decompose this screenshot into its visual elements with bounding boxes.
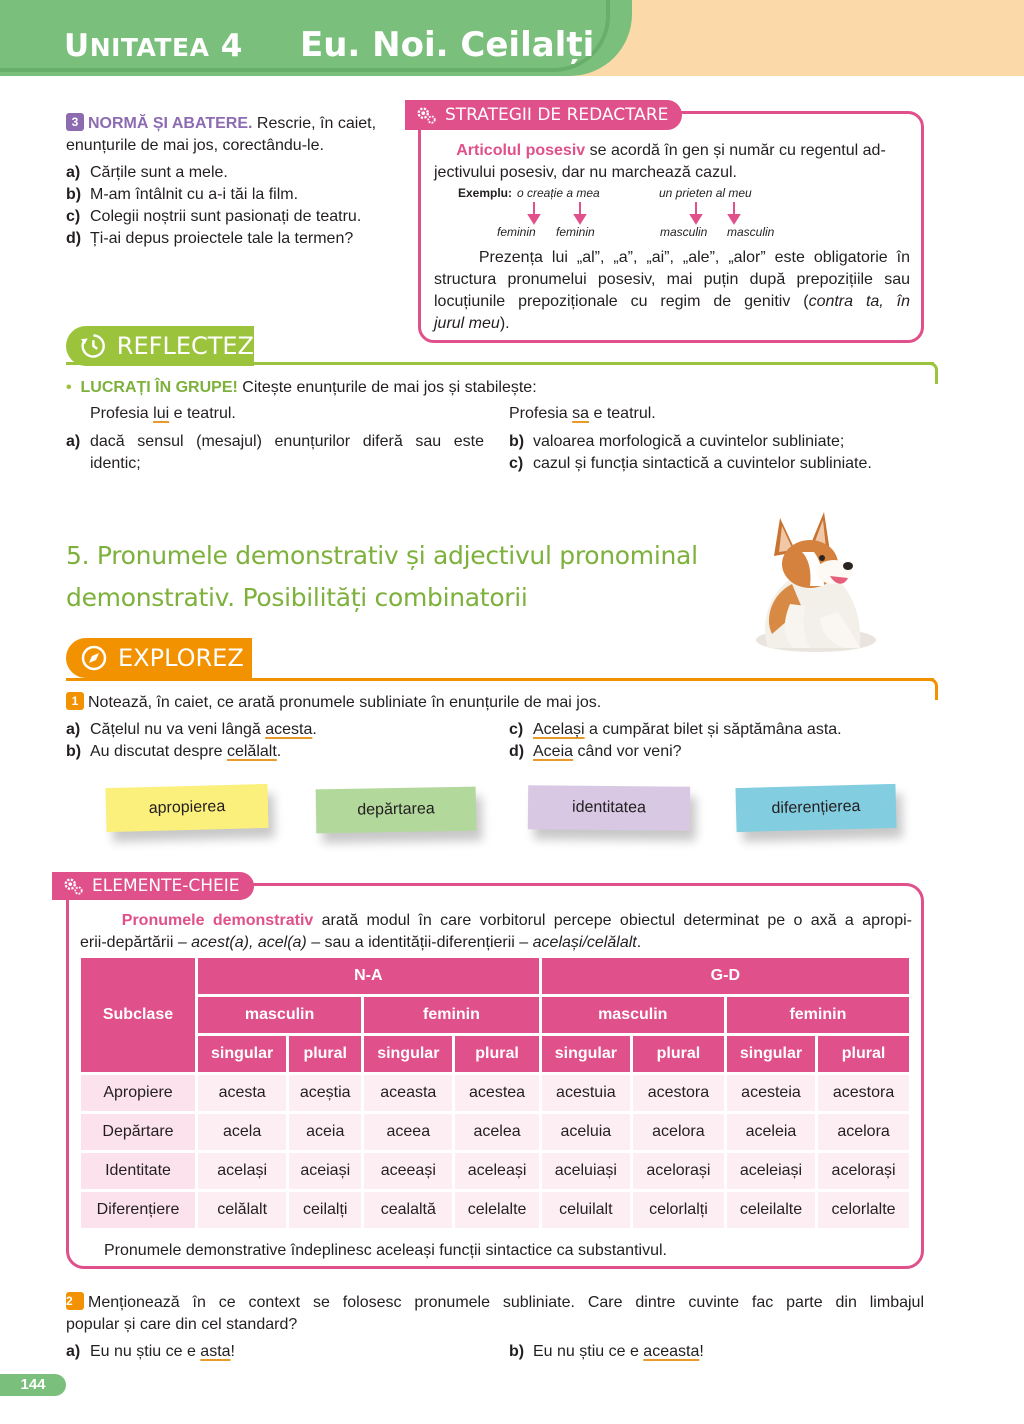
table-header: plural	[455, 1036, 538, 1072]
explore-instruction: 1 Notează, în caiet, ce arată pronumele subliniate în enunțurile de mai jos.	[66, 692, 926, 714]
corgi-dog-image	[750, 508, 880, 654]
demonstrative-table	[78, 955, 912, 1231]
table-header: feminin	[364, 997, 539, 1033]
table-row: Apropiere acesta aceștia aceasta acestea acestuia acestora acesteia acestora	[81, 1075, 909, 1111]
table-header: singular	[542, 1036, 630, 1072]
table-row: Depărtare acela aceia aceea acelea aceluia acelora aceleia acelora	[81, 1114, 909, 1150]
reflect-item-a: a) dacă sensul (mesajul) enunțurilor diferă sau este identic;	[66, 433, 484, 472]
sticky-note-diferentierea: diferențierea	[735, 784, 896, 832]
sticky-note-departarea: depărtarea	[316, 787, 477, 834]
clock-refresh-icon	[80, 332, 107, 360]
sticky-note-apropierea: apropierea	[105, 784, 268, 832]
table-header: singular	[198, 1036, 286, 1072]
gender-label: feminin	[497, 225, 536, 239]
strategy-tab: STRATEGII DE REDACTARE	[405, 100, 682, 130]
page-number: 144	[0, 1374, 66, 1396]
gears-icon	[415, 104, 437, 126]
table-header: plural	[633, 1036, 724, 1072]
example-label: Exemplu:	[458, 186, 513, 200]
explore-items-cd: c) Același a cumpărat bilet și săptămâna asta. d) Aceia când vor veni?	[509, 721, 842, 760]
exercise-2-item-a: a) Eu nu știu ce e asta!	[66, 1343, 235, 1360]
reflect-items-bc: b) valoarea morfologică a cuvintelor subliniate; c) cazul și funcția sintactică a cuvintelor subliniate.	[509, 433, 872, 472]
table-header: N-A	[198, 958, 539, 994]
unit-title: Eu. Noi. Ceilalți	[300, 25, 595, 65]
gender-label: masculin	[660, 225, 708, 239]
explore-divider	[66, 678, 934, 681]
compass-icon	[80, 644, 108, 672]
exercise-label: NORMĂ ȘI ABATERE.	[88, 115, 253, 132]
gender-label: masculin	[727, 225, 775, 239]
table-header: plural	[818, 1036, 909, 1072]
table-row: Identitate același aceiași aceeași aceleași aceluiași acelorași aceleiași acelorași	[81, 1153, 909, 1189]
table-header: masculin	[542, 997, 724, 1033]
lesson-title: 5. Pronumele demonstrativ și adjectivul pronominal demonstrativ. Posibilități combinatorii	[66, 541, 698, 612]
key-footer: Pronumele demonstrative îndeplinesc aceleași funcții sintactice ca substantivul.	[104, 1242, 667, 1259]
reflect-sentence-2: Profesia sa e teatrul.	[509, 405, 656, 422]
strategy-paragraph: Prezența lui „al”, „a”, „ai”, „ale”, „alor” este obligatorie în structura pronumelui posesiv, mai puțin după prepozițiile sau locuțiunile prepoziționale cu regim de genitiv (contra ta, în jurul meu).	[434, 249, 910, 332]
table-header: G-D	[542, 958, 909, 994]
example-1: o creație a mea	[517, 186, 600, 200]
reflect-divider-end	[930, 362, 938, 384]
list-item: a) Cărțile sunt a mele.	[66, 164, 228, 181]
table-header: singular	[727, 1036, 815, 1072]
table-header: masculin	[198, 997, 361, 1033]
example-arrows	[520, 202, 760, 226]
example-2: un prieten al meu	[659, 186, 752, 200]
table-header: feminin	[727, 997, 909, 1033]
explore-divider-end	[930, 678, 938, 700]
unit-label: UNITATEA 4	[64, 28, 243, 64]
exercise-number: 3	[66, 113, 84, 131]
reflect-tab: REFLECTEZ	[66, 326, 254, 366]
exercise-2: 2 Menționează în ce context se folosesc pronumele subliniate. Care dintre cuvinte fac parte din limbajul popular și care din cel standard?	[66, 1294, 924, 1333]
key-definition: Pronumele demonstrativ arată modul în care vorbitorul percepe obiectul determinat pe o axă a apropi- erii-depărtării – acest(a), acel(a) – sau a identității-diferențierii – același/celălalt.	[80, 912, 912, 951]
gears-icon	[62, 875, 84, 897]
strategy-definition: Articolul posesiv se acordă în gen și număr cu regentul ad- jectivului posesiv, dar nu marchează cazul.	[434, 142, 886, 181]
exercise-2-item-b: b) Eu nu știu ce e aceasta!	[509, 1343, 704, 1360]
sticky-note-identitatea: identitatea	[528, 785, 690, 830]
table-header: plural	[289, 1036, 361, 1072]
list-item: d) Ți-ai depus proiectele tale la termen?	[66, 230, 354, 247]
explore-items-ab: a) Cățelul nu va veni lângă acesta. b) Au discutat despre celălalt.	[66, 721, 317, 760]
table-row: Diferențiere celălalt ceilalți cealaltă celelalte celuilalt celorlalți celeilalte celorlalte	[81, 1192, 909, 1228]
key-elements-tab: ELEMENTE-CHEIE	[52, 872, 254, 900]
gender-label: feminin	[556, 225, 595, 239]
explore-tab: EXPLOREZ	[66, 638, 252, 678]
reflect-instruction: • LUCRAȚI ÎN GRUPE! Citește enunțurile de mai jos și stabilește:	[66, 379, 537, 396]
table-header: Subclase	[81, 958, 195, 1072]
table-header: singular	[364, 1036, 452, 1072]
reflect-sentence-1: Profesia lui e teatrul.	[90, 405, 236, 422]
list-item: c) Colegii noștrii sunt pasionați de teatru.	[66, 208, 362, 225]
exercise-3: 3 NORMĂ ȘI ABATERE. Rescrie, în caiet, enunțurile de mai jos, corectându-le. a) Cărțile sunt a mele. b) M-am întâlnit cu a-i tăi la film. c) Colegii noștrii sunt pasionați de teatru. d) Ți-ai depus proiectele tale la termen?	[66, 113, 396, 250]
list-item: b) M-am întâlnit cu a-i tăi la film.	[66, 186, 299, 203]
